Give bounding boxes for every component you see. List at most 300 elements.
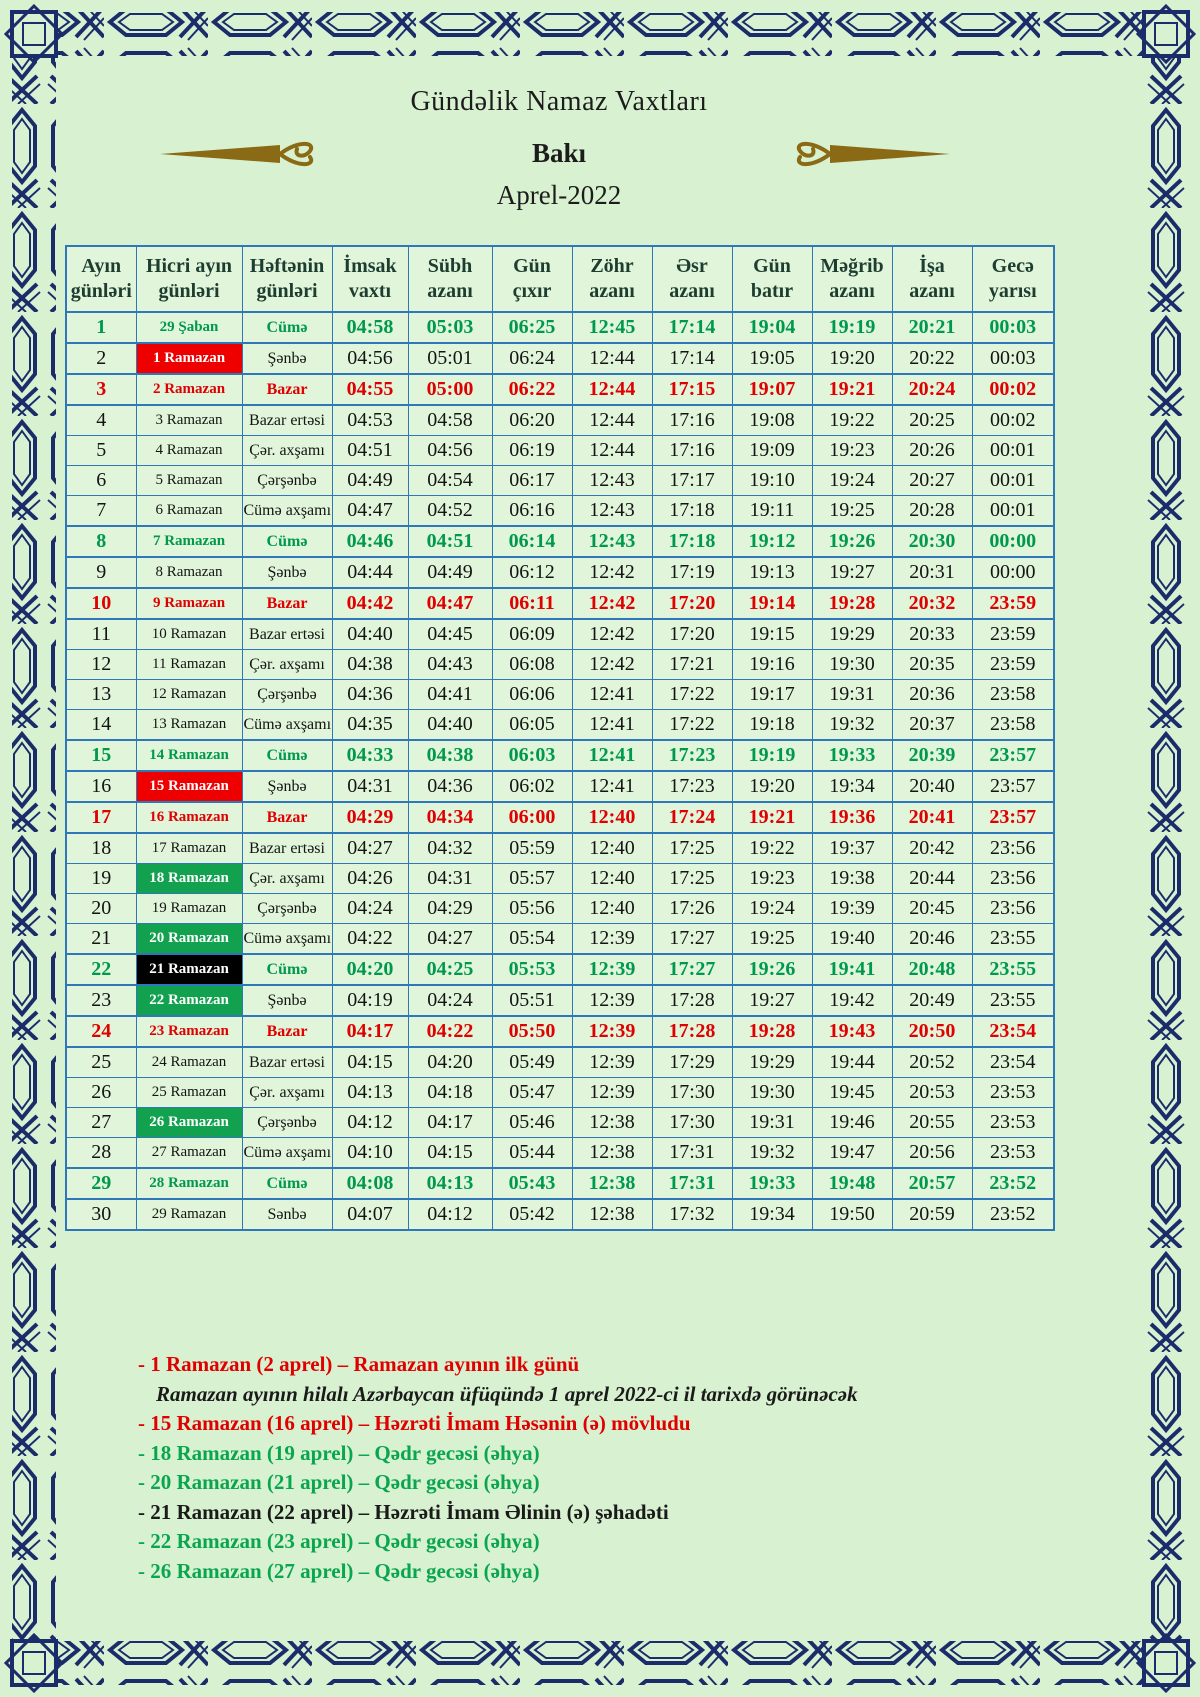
prayer-time-cell: 19:46 xyxy=(812,1108,892,1138)
prayer-time-cell: 04:17 xyxy=(332,1016,408,1047)
prayer-time-cell: 04:15 xyxy=(332,1047,408,1078)
prayer-time-cell: 04:46 xyxy=(332,526,408,557)
table-row xyxy=(66,924,1054,955)
prayer-time-cell: 06:03 xyxy=(492,740,572,771)
prayer-time-cell: 19:47 xyxy=(812,1138,892,1169)
prayer-time-cell: 04:38 xyxy=(408,740,492,771)
prayer-time-cell: 17:18 xyxy=(652,526,732,557)
prayer-time-cell: 05:42 xyxy=(492,1199,572,1230)
prayer-time-cell: 19:25 xyxy=(732,924,812,955)
prayer-time-cell: 04:45 xyxy=(408,619,492,650)
prayer-time-cell: 05:50 xyxy=(492,1016,572,1047)
prayer-time-cell: 12:44 xyxy=(572,436,652,466)
prayer-time-cell: 23:55 xyxy=(972,954,1054,985)
hijri-day-cell: 11 Ramazan xyxy=(136,650,242,680)
prayer-time-cell: 12:44 xyxy=(572,405,652,436)
prayer-time-cell: 17:31 xyxy=(652,1168,732,1199)
weekday-cell: Bazar xyxy=(242,374,332,405)
prayer-time-cell: 23:57 xyxy=(972,740,1054,771)
weekday-cell: Çərşənbə xyxy=(242,466,332,496)
prayer-time-cell: 04:58 xyxy=(332,312,408,343)
prayer-time-cell: 20:49 xyxy=(892,985,972,1016)
prayer-time-cell: 20:25 xyxy=(892,405,972,436)
table-row xyxy=(66,894,1054,924)
hijri-day-cell: 28 Ramazan xyxy=(136,1168,242,1199)
note-line: - 22 Ramazan (23 aprel) – Qədr gecəsi (əhya) xyxy=(138,1529,540,1553)
prayer-time-cell: 19:31 xyxy=(732,1108,812,1138)
prayer-time-cell: 19:48 xyxy=(812,1168,892,1199)
prayer-time-cell: 19:07 xyxy=(732,374,812,405)
prayer-time-cell: 20:31 xyxy=(892,557,972,588)
prayer-time-cell: 12:38 xyxy=(572,1199,652,1230)
day-cell: 17 xyxy=(66,802,136,833)
day-cell: 19 xyxy=(66,864,136,894)
prayer-time-cell: 04:20 xyxy=(332,954,408,985)
prayer-time-cell: 19:29 xyxy=(812,619,892,650)
divider-ornament-right-icon xyxy=(762,138,952,170)
prayer-time-cell: 19:22 xyxy=(812,405,892,436)
prayer-time-cell: 06:20 xyxy=(492,405,572,436)
note-line: - 18 Ramazan (19 aprel) – Qədr gecəsi (əhya) xyxy=(138,1440,540,1465)
prayer-time-cell: 17:18 xyxy=(652,496,732,527)
prayer-time-cell: 17:14 xyxy=(652,343,732,374)
hijri-day-cell: 23 Ramazan xyxy=(136,1016,242,1047)
prayer-time-cell: 05:59 xyxy=(492,833,572,864)
prayer-time-cell: 12:45 xyxy=(572,312,652,343)
hijri-day-cell: 1 Ramazan xyxy=(136,343,242,374)
prayer-time-cell: 17:23 xyxy=(652,771,732,802)
prayer-time-cell: 17:20 xyxy=(652,619,732,650)
prayer-time-cell: 20:55 xyxy=(892,1108,972,1138)
table-row xyxy=(66,954,1054,985)
prayer-time-cell: 04:22 xyxy=(408,1016,492,1047)
hijri-day-cell: 19 Ramazan xyxy=(136,894,242,924)
hijri-day-cell: 26 Ramazan xyxy=(136,1108,242,1138)
weekday-cell: Şənbə xyxy=(242,985,332,1016)
prayer-time-cell: 20:22 xyxy=(892,343,972,374)
prayer-time-cell: 20:41 xyxy=(892,802,972,833)
prayer-time-cell: 20:59 xyxy=(892,1199,972,1230)
weekday-cell: Bazar xyxy=(242,588,332,619)
prayer-time-cell: 12:43 xyxy=(572,526,652,557)
prayer-time-cell: 19:18 xyxy=(732,710,812,741)
prayer-time-cell: 06:09 xyxy=(492,619,572,650)
day-cell: 11 xyxy=(66,619,136,650)
prayer-time-cell: 04:13 xyxy=(408,1168,492,1199)
prayer-time-cell: 23:58 xyxy=(972,710,1054,741)
prayer-time-cell: 05:00 xyxy=(408,374,492,405)
hijri-day-cell: 12 Ramazan xyxy=(136,680,242,710)
prayer-time-cell: 19:15 xyxy=(732,619,812,650)
prayer-time-cell: 06:19 xyxy=(492,436,572,466)
day-cell: 20 xyxy=(66,894,136,924)
column-header: Əsr azanı xyxy=(652,246,732,312)
prayer-time-cell: 06:08 xyxy=(492,650,572,680)
table-row xyxy=(66,864,1054,894)
prayer-time-cell: 06:14 xyxy=(492,526,572,557)
table-row xyxy=(66,1047,1054,1078)
prayer-time-cell: 06:25 xyxy=(492,312,572,343)
prayer-time-cell: 04:29 xyxy=(332,802,408,833)
table-row xyxy=(66,833,1054,864)
prayer-time-cell: 12:39 xyxy=(572,1078,652,1108)
prayer-time-cell: 17:30 xyxy=(652,1108,732,1138)
weekday-cell: Çər. axşamı xyxy=(242,864,332,894)
prayer-time-cell: 20:28 xyxy=(892,496,972,527)
day-cell: 25 xyxy=(66,1047,136,1078)
prayer-time-cell: 19:44 xyxy=(812,1047,892,1078)
day-cell: 12 xyxy=(66,650,136,680)
prayer-time-cell: 04:40 xyxy=(332,619,408,650)
column-header: Sübh azanı xyxy=(408,246,492,312)
weekday-cell: Cümə axşamı xyxy=(242,924,332,955)
prayer-time-cell: 04:20 xyxy=(408,1047,492,1078)
weekday-cell: Cümə axşamı xyxy=(242,710,332,741)
prayer-time-cell: 19:08 xyxy=(732,405,812,436)
prayer-time-cell: 20:35 xyxy=(892,650,972,680)
prayer-time-cell: 20:27 xyxy=(892,466,972,496)
note-line: - 26 Ramazan (27 aprel) – Qədr gecəsi (əhya) xyxy=(138,1558,540,1583)
prayer-time-cell: 04:29 xyxy=(408,894,492,924)
hijri-day-cell: 29 Ramazan xyxy=(136,1199,242,1230)
prayer-time-cell: 12:44 xyxy=(572,374,652,405)
prayer-time-cell: 19:42 xyxy=(812,985,892,1016)
table-row xyxy=(66,680,1054,710)
city-title: Bakı xyxy=(531,138,587,168)
footnotes xyxy=(138,1350,858,1586)
prayer-time-cell: 17:21 xyxy=(652,650,732,680)
weekday-cell: Şənbə xyxy=(242,557,332,588)
table-row xyxy=(66,1078,1054,1108)
column-header: Həftənin günləri xyxy=(242,246,332,312)
hijri-day-cell: 22 Ramazan xyxy=(136,985,242,1016)
table-row xyxy=(66,771,1054,802)
hijri-day-cell: 13 Ramazan xyxy=(136,710,242,741)
prayer-time-cell: 12:38 xyxy=(572,1168,652,1199)
hijri-day-cell: 17 Ramazan xyxy=(136,833,242,864)
prayer-time-cell: 05:57 xyxy=(492,864,572,894)
day-cell: 23 xyxy=(66,985,136,1016)
prayer-time-cell: 19:33 xyxy=(732,1168,812,1199)
hijri-day-cell: 29 Şaban xyxy=(136,312,242,343)
table-row xyxy=(66,588,1054,619)
column-header: Gecə yarısı xyxy=(972,246,1054,312)
prayer-time-cell: 06:05 xyxy=(492,710,572,741)
table-row xyxy=(66,436,1054,466)
prayer-time-cell: 04:33 xyxy=(332,740,408,771)
prayer-time-cell: 17:25 xyxy=(652,864,732,894)
prayer-time-cell: 05:56 xyxy=(492,894,572,924)
prayer-time-cell: 05:51 xyxy=(492,985,572,1016)
prayer-time-cell: 04:49 xyxy=(408,557,492,588)
prayer-time-cell: 12:39 xyxy=(572,985,652,1016)
prayer-time-cell: 19:38 xyxy=(812,864,892,894)
prayer-time-cell: 20:24 xyxy=(892,374,972,405)
weekday-cell: Çərşənbə xyxy=(242,680,332,710)
day-cell: 24 xyxy=(66,1016,136,1047)
prayer-time-cell: 23:54 xyxy=(972,1047,1054,1078)
hijri-day-cell: 5 Ramazan xyxy=(136,466,242,496)
prayer-time-cell: 19:32 xyxy=(732,1138,812,1169)
prayer-time-cell: 20:45 xyxy=(892,894,972,924)
month-title: Aprel-2022 xyxy=(496,180,622,210)
prayer-time-cell: 19:16 xyxy=(732,650,812,680)
column-header: Zöhr azanı xyxy=(572,246,652,312)
prayer-time-cell: 17:14 xyxy=(652,312,732,343)
day-cell: 14 xyxy=(66,710,136,741)
prayer-time-cell: 05:53 xyxy=(492,954,572,985)
prayer-time-cell: 19:45 xyxy=(812,1078,892,1108)
prayer-time-cell: 17:31 xyxy=(652,1138,732,1169)
hijri-day-cell: 21 Ramazan xyxy=(136,954,242,985)
table-row xyxy=(66,985,1054,1016)
day-cell: 3 xyxy=(66,374,136,405)
prayer-time-cell: 23:55 xyxy=(972,924,1054,955)
column-header: Gün batır xyxy=(732,246,812,312)
prayer-time-cell: 19:09 xyxy=(732,436,812,466)
prayer-time-cell: 04:13 xyxy=(332,1078,408,1108)
prayer-time-cell: 19:24 xyxy=(812,466,892,496)
day-cell: 30 xyxy=(66,1199,136,1230)
prayer-time-cell: 06:16 xyxy=(492,496,572,527)
prayer-time-cell: 04:12 xyxy=(332,1108,408,1138)
day-cell: 26 xyxy=(66,1078,136,1108)
prayer-time-cell: 04:42 xyxy=(332,588,408,619)
day-cell: 7 xyxy=(66,496,136,527)
prayer-time-cell: 19:31 xyxy=(812,680,892,710)
prayer-time-cell: 05:46 xyxy=(492,1108,572,1138)
day-cell: 10 xyxy=(66,588,136,619)
prayer-time-cell: 20:37 xyxy=(892,710,972,741)
prayer-time-cell: 19:27 xyxy=(732,985,812,1016)
hijri-day-cell: 6 Ramazan xyxy=(136,496,242,527)
prayer-time-cell: 12:40 xyxy=(572,802,652,833)
prayer-time-cell: 17:27 xyxy=(652,954,732,985)
table-row xyxy=(66,312,1054,343)
prayer-time-cell: 20:32 xyxy=(892,588,972,619)
prayer-time-cell: 04:53 xyxy=(332,405,408,436)
weekday-cell: Bazar ertəsi xyxy=(242,833,332,864)
prayer-time-cell: 19:32 xyxy=(812,710,892,741)
table-row xyxy=(66,496,1054,527)
prayer-time-cell: 23:57 xyxy=(972,771,1054,802)
prayer-time-cell: 00:01 xyxy=(972,496,1054,527)
prayer-time-cell: 23:59 xyxy=(972,619,1054,650)
prayer-time-cell: 19:11 xyxy=(732,496,812,527)
hijri-day-cell: 3 Ramazan xyxy=(136,405,242,436)
prayer-time-cell: 06:24 xyxy=(492,343,572,374)
prayer-time-cell: 04:51 xyxy=(408,526,492,557)
prayer-time-cell: 19:29 xyxy=(732,1047,812,1078)
day-cell: 29 xyxy=(66,1168,136,1199)
prayer-time-cell: 05:03 xyxy=(408,312,492,343)
table-header-row xyxy=(66,246,1054,312)
prayer-time-cell: 04:36 xyxy=(332,680,408,710)
prayer-time-cell: 05:01 xyxy=(408,343,492,374)
weekday-cell: Çərşənbə xyxy=(242,1108,332,1138)
prayer-time-cell: 00:00 xyxy=(972,526,1054,557)
prayer-time-cell: 19:20 xyxy=(732,771,812,802)
weekday-cell: Cümə xyxy=(242,954,332,985)
prayer-time-cell: 04:25 xyxy=(408,954,492,985)
prayer-time-cell: 12:39 xyxy=(572,1047,652,1078)
prayer-time-cell: 04:47 xyxy=(408,588,492,619)
prayer-time-cell: 19:26 xyxy=(732,954,812,985)
prayer-time-cell: 17:16 xyxy=(652,436,732,466)
prayer-time-cell: 23:57 xyxy=(972,802,1054,833)
prayer-time-cell: 05:43 xyxy=(492,1168,572,1199)
weekday-cell: Çərşənbə xyxy=(242,894,332,924)
prayer-time-cell: 12:41 xyxy=(572,771,652,802)
prayer-time-cell: 19:23 xyxy=(732,864,812,894)
day-cell: 16 xyxy=(66,771,136,802)
prayer-time-cell: 12:39 xyxy=(572,954,652,985)
prayer-time-cell: 19:28 xyxy=(732,1016,812,1047)
prayer-time-cell: 12:43 xyxy=(572,496,652,527)
prayer-time-cell: 06:22 xyxy=(492,374,572,405)
prayer-time-cell: 06:12 xyxy=(492,557,572,588)
prayer-time-cell: 20:50 xyxy=(892,1016,972,1047)
prayer-time-cell: 00:00 xyxy=(972,557,1054,588)
prayer-time-cell: 19:26 xyxy=(812,526,892,557)
prayer-time-cell: 20:44 xyxy=(892,864,972,894)
prayer-time-cell: 04:12 xyxy=(408,1199,492,1230)
table-row xyxy=(66,1138,1054,1169)
weekday-cell: Cümə xyxy=(242,1168,332,1199)
weekday-cell: Cümə axşamı xyxy=(242,1138,332,1169)
hijri-day-cell: 27 Ramazan xyxy=(136,1138,242,1169)
prayer-time-cell: 12:43 xyxy=(572,466,652,496)
prayer-time-cell: 19:23 xyxy=(812,436,892,466)
prayer-time-cell: 23:52 xyxy=(972,1168,1054,1199)
prayer-time-cell: 19:30 xyxy=(732,1078,812,1108)
hijri-day-cell: 9 Ramazan xyxy=(136,588,242,619)
prayer-time-cell: 17:28 xyxy=(652,1016,732,1047)
note-line: Ramazan ayının hilalı Azərbaycan üfüqündə 1 aprel 2022-ci il tarixdə görünəcək xyxy=(156,1381,858,1406)
table-row xyxy=(66,374,1054,405)
prayer-time-cell: 20:46 xyxy=(892,924,972,955)
prayer-time-cell: 05:44 xyxy=(492,1138,572,1169)
prayer-time-cell: 04:08 xyxy=(332,1168,408,1199)
prayer-time-cell: 04:24 xyxy=(332,894,408,924)
prayer-time-cell: 12:42 xyxy=(572,619,652,650)
prayer-time-cell: 12:42 xyxy=(572,588,652,619)
prayer-time-cell: 17:24 xyxy=(652,802,732,833)
weekday-cell: Bazar xyxy=(242,802,332,833)
prayer-time-cell: 19:33 xyxy=(812,740,892,771)
weekday-cell: Cümə xyxy=(242,312,332,343)
prayer-time-cell: 17:25 xyxy=(652,833,732,864)
prayer-time-cell: 00:03 xyxy=(972,312,1054,343)
prayer-time-cell: 17:15 xyxy=(652,374,732,405)
table-row xyxy=(66,1108,1054,1138)
prayer-time-cell: 19:19 xyxy=(812,312,892,343)
hijri-day-cell: 8 Ramazan xyxy=(136,557,242,588)
page-title: Gündəlik Namaz Vaxtları xyxy=(410,86,708,117)
hijri-day-cell: 4 Ramazan xyxy=(136,436,242,466)
prayer-time-cell: 23:53 xyxy=(972,1108,1054,1138)
prayer-time-cell: 19:40 xyxy=(812,924,892,955)
prayer-time-cell: 20:33 xyxy=(892,619,972,650)
prayer-time-cell: 17:17 xyxy=(652,466,732,496)
prayer-time-cell: 17:22 xyxy=(652,710,732,741)
hijri-day-cell: 18 Ramazan xyxy=(136,864,242,894)
prayer-time-cell: 19:24 xyxy=(732,894,812,924)
table-row xyxy=(66,526,1054,557)
table-row xyxy=(66,1168,1054,1199)
weekday-cell: Şənbə xyxy=(242,343,332,374)
prayer-time-cell: 04:41 xyxy=(408,680,492,710)
prayer-time-cell: 04:49 xyxy=(332,466,408,496)
prayer-time-cell: 12:38 xyxy=(572,1138,652,1169)
prayer-time-cell: 19:36 xyxy=(812,802,892,833)
day-cell: 22 xyxy=(66,954,136,985)
prayer-times-table xyxy=(65,245,1053,1231)
prayer-time-cell: 04:24 xyxy=(408,985,492,1016)
day-cell: 6 xyxy=(66,466,136,496)
prayer-time-cell: 19:37 xyxy=(812,833,892,864)
prayer-time-cell: 00:03 xyxy=(972,343,1054,374)
prayer-time-cell: 19:25 xyxy=(812,496,892,527)
prayer-time-cell: 20:48 xyxy=(892,954,972,985)
hijri-day-cell: 16 Ramazan xyxy=(136,802,242,833)
prayer-time-cell: 04:58 xyxy=(408,405,492,436)
prayer-time-cell: 12:40 xyxy=(572,833,652,864)
prayer-time-cell: 12:41 xyxy=(572,710,652,741)
prayer-time-cell: 23:53 xyxy=(972,1138,1054,1169)
table-row xyxy=(66,466,1054,496)
day-cell: 21 xyxy=(66,924,136,955)
column-header: Hicri ayın günləri xyxy=(136,246,242,312)
prayer-time-cell: 19:41 xyxy=(812,954,892,985)
prayer-time-cell: 04:38 xyxy=(332,650,408,680)
prayer-time-cell: 19:05 xyxy=(732,343,812,374)
day-cell: 27 xyxy=(66,1108,136,1138)
prayer-time-cell: 19:13 xyxy=(732,557,812,588)
prayer-time-cell: 23:58 xyxy=(972,680,1054,710)
prayer-time-cell: 23:55 xyxy=(972,985,1054,1016)
table-row xyxy=(66,619,1054,650)
prayer-time-cell: 23:56 xyxy=(972,864,1054,894)
prayer-time-cell: 19:34 xyxy=(732,1199,812,1230)
prayer-time-cell: 20:52 xyxy=(892,1047,972,1078)
table-row xyxy=(66,802,1054,833)
prayer-time-cell: 00:02 xyxy=(972,374,1054,405)
prayer-time-cell: 06:11 xyxy=(492,588,572,619)
prayer-time-cell: 04:27 xyxy=(408,924,492,955)
prayer-time-cell: 19:34 xyxy=(812,771,892,802)
prayer-time-cell: 04:15 xyxy=(408,1138,492,1169)
column-header: Gün çıxır xyxy=(492,246,572,312)
prayer-time-cell: 19:12 xyxy=(732,526,812,557)
prayer-time-cell: 04:56 xyxy=(332,343,408,374)
day-cell: 2 xyxy=(66,343,136,374)
prayer-time-cell: 12:38 xyxy=(572,1108,652,1138)
hijri-day-cell: 10 Ramazan xyxy=(136,619,242,650)
hijri-day-cell: 2 Ramazan xyxy=(136,374,242,405)
day-cell: 15 xyxy=(66,740,136,771)
prayer-time-cell: 20:40 xyxy=(892,771,972,802)
prayer-time-cell: 17:22 xyxy=(652,680,732,710)
prayer-time-cell: 23:56 xyxy=(972,833,1054,864)
weekday-cell: Çər. axşamı xyxy=(242,650,332,680)
prayer-time-cell: 17:16 xyxy=(652,405,732,436)
prayer-time-cell: 00:02 xyxy=(972,405,1054,436)
prayer-time-cell: 20:39 xyxy=(892,740,972,771)
column-header: Ayın günləri xyxy=(66,246,136,312)
hijri-day-cell: 20 Ramazan xyxy=(136,924,242,955)
prayer-time-cell: 17:26 xyxy=(652,894,732,924)
